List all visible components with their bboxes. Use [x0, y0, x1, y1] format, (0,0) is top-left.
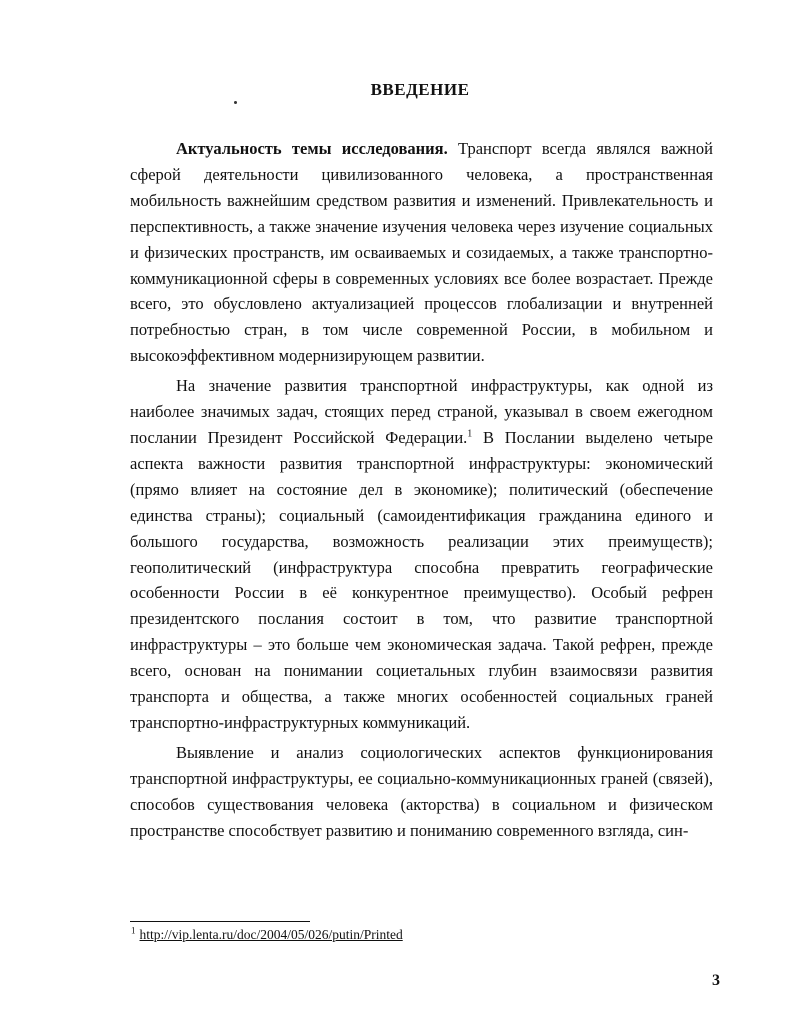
page-title: ВВЕДЕНИЕ [370, 80, 470, 99]
paragraph-sociological-aspects [130, 740, 713, 844]
president-text-end: В Послании выделено четыре аспекта важности развития транспортной инфраструктуры: экономический (прямо влияет на состояние дел в экономике); политический (обеспечение единства страны); социальный (самоидентификация гражданина единого и большого государства, возможность реализации этих преимуществ); геополитический (инфраструктура способна превратить географические особенности России в её конкурентное преимущество). Особый рефрен президентского послания состоит в том, что развитие транспортной инфраструктуры – это больше чем экономическая задача. Такой рефрен, прежде всего, основан на понимании социетальных глубин взаимосвязи развития транспорта и общества, а также многих особенностей социальных граней транспортно-инфраструктурных коммуникаций. [130, 427, 713, 732]
scan-speck [234, 101, 237, 104]
main-text [130, 136, 713, 847]
president-text-start: На значение развития транспортной инфраструктуры, как одной из наиболее значимых задач, стоящих перед страной, указывал в своем ежегодном послании Президент Российской Федерации. [130, 376, 713, 447]
footnote-link[interactable]: http://vip.lenta.ru/doc/2004/05/026/putin/Printed [139, 927, 403, 942]
paragraph-president-message [130, 373, 713, 736]
footnote-reference[interactable]: 1 [467, 428, 473, 440]
relevance-text: Транспорт всегда являлся важной сферой деятельности цивилизованного человека, а пространственная мобильность важнейшим средством развития и изменений. Привлекательность и перспективность, а также значение изучения человека через изучение социальных и физических пространств, им осваиваемых и созидаемых, а также транспортно-коммуникационной сферы в современных условиях все более возрастает. Прежде всего, это обусловлено актуализацией процессов глобализации и внутренней потребностью стран, в том числе современной России, в мобильном и высокоэффективном модернизирующем развитии. [130, 139, 713, 366]
page-number: 3 [712, 972, 720, 989]
footnote [131, 927, 403, 943]
relevance-heading: Актуальность темы исследования. [176, 139, 448, 158]
paragraph-relevance [130, 136, 713, 369]
footnote-separator [130, 921, 310, 922]
sociological-text: Выявление и анализ социологических аспектов функционирования транспортной инфраструктуры, ее социально-коммуникационных граней (связей), способов существования человека (акторства) в социальном и физическом пространстве способствует развитию и пониманию современного взгляда, син- [130, 742, 713, 840]
footnote-mark: 1 [131, 925, 136, 936]
